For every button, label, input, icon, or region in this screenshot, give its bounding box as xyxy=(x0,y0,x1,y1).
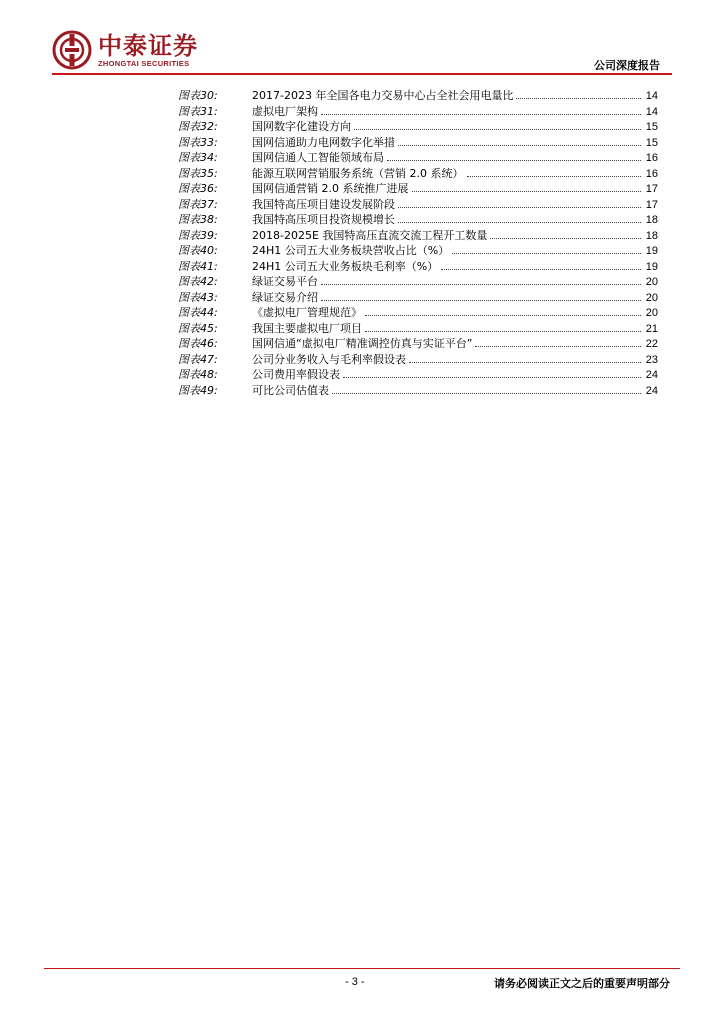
toc-entry-page: 18 xyxy=(645,229,658,242)
toc-entry[interactable] xyxy=(178,274,658,290)
toc-entry-page: 17 xyxy=(645,183,658,195)
figure-table-of-contents xyxy=(178,88,658,398)
toc-entry-title: 公司费用率假设表 xyxy=(252,368,340,381)
toc-dot-leader xyxy=(365,315,641,316)
toc-entry[interactable] xyxy=(178,150,658,166)
toc-entry[interactable] xyxy=(178,181,658,197)
toc-entry-label: 图表32: xyxy=(178,120,218,133)
toc-dot-leader xyxy=(452,253,641,254)
toc-entry[interactable] xyxy=(178,352,658,368)
toc-entry-label: 图表40: xyxy=(178,244,218,257)
toc-entry-page: 15 xyxy=(645,136,658,149)
toc-dot-leader xyxy=(516,98,641,99)
toc-entry-title: 国网信通营销 2.0 系统推广进展 xyxy=(252,182,409,195)
toc-dot-leader xyxy=(332,393,641,394)
toc-entry[interactable] xyxy=(178,212,658,228)
toc-entry-title: 国网信通助力电网数字化举措 xyxy=(252,135,395,149)
toc-entry-label: 图表38: xyxy=(178,213,218,226)
toc-entry-label: 图表49: xyxy=(178,383,218,397)
toc-dot-leader xyxy=(475,346,641,347)
toc-entry-page: 20 xyxy=(645,307,658,319)
toc-dot-leader xyxy=(321,114,641,115)
toc-dot-leader xyxy=(398,145,641,146)
toc-entry-title: 我国主要虚拟电厂项目 xyxy=(252,321,362,335)
toc-entry[interactable] xyxy=(178,383,658,399)
toc-entry-label: 图表41: xyxy=(178,259,218,273)
toc-entry-page: 19 xyxy=(645,260,658,273)
toc-entry[interactable] xyxy=(178,135,658,151)
toc-entry-label: 图表47: xyxy=(178,352,218,366)
toc-entry-title: 24H1 公司五大业务板块营收占比（%） xyxy=(252,244,450,257)
toc-entry-title: 绿证交易平台 xyxy=(252,275,318,288)
toc-entry-page: 22 xyxy=(645,338,658,350)
toc-dot-leader xyxy=(490,238,641,239)
toc-entry-label: 图表30: xyxy=(178,89,218,102)
toc-entry-title: 2017-2023 年全国各电力交易中心占全社会用电量比 xyxy=(252,89,514,102)
toc-entry-label: 图表39: xyxy=(178,228,218,242)
toc-entry-label: 图表35: xyxy=(178,166,218,180)
toc-entry-page: 20 xyxy=(645,276,658,288)
logo-chinese-name: 中泰证券 xyxy=(98,31,198,60)
toc-entry-label: 图表42: xyxy=(178,275,218,288)
toc-entry[interactable] xyxy=(178,367,658,383)
toc-entry[interactable] xyxy=(178,104,658,120)
toc-entry-label: 图表48: xyxy=(178,368,218,381)
toc-entry-label: 图表46: xyxy=(178,337,218,350)
toc-entry-title: 我国特高压项目投资规模增长 xyxy=(252,213,395,226)
toc-dot-leader xyxy=(467,176,642,177)
toc-entry-page: 18 xyxy=(645,214,658,226)
toc-dot-leader xyxy=(354,129,641,130)
toc-entry-page: 21 xyxy=(645,322,658,335)
toc-dot-leader xyxy=(409,362,641,363)
toc-entry-label: 图表31: xyxy=(178,104,218,118)
toc-entry-page: 20 xyxy=(645,291,658,304)
toc-entry-page: 16 xyxy=(645,167,658,180)
toc-dot-leader xyxy=(321,300,641,301)
toc-entry-title: 国网信通“虚拟电厂精准调控仿真与实证平台” xyxy=(252,337,473,350)
toc-entry-title: 绿证交易介绍 xyxy=(252,290,318,304)
toc-entry-page: 16 xyxy=(645,152,658,164)
toc-entry[interactable] xyxy=(178,259,658,275)
toc-entry-page: 24 xyxy=(645,384,658,397)
toc-entry-page: 24 xyxy=(645,369,658,381)
toc-entry-page: 15 xyxy=(645,121,658,133)
report-type-label: 公司深度报告 xyxy=(594,59,660,72)
toc-entry-label: 图表33: xyxy=(178,135,218,149)
toc-entry[interactable] xyxy=(178,228,658,244)
toc-entry[interactable] xyxy=(178,305,658,321)
toc-entry-page: 14 xyxy=(645,105,658,118)
toc-entry-title: 国网信通人工智能领域布局 xyxy=(252,151,384,164)
toc-entry-label: 图表36: xyxy=(178,182,218,195)
footer-divider xyxy=(44,968,680,969)
toc-entry[interactable] xyxy=(178,197,658,213)
toc-entry[interactable] xyxy=(178,243,658,259)
toc-entry[interactable] xyxy=(178,119,658,135)
toc-entry-label: 图表44: xyxy=(178,306,218,319)
toc-dot-leader xyxy=(398,222,641,223)
toc-dot-leader xyxy=(321,284,641,285)
toc-entry[interactable] xyxy=(178,290,658,306)
company-logo xyxy=(52,30,198,70)
toc-entry-label: 图表34: xyxy=(178,151,218,164)
toc-entry[interactable] xyxy=(178,88,658,104)
disclaimer-text: 请务必阅读正文之后的重要声明部分 xyxy=(494,977,670,990)
toc-entry-title: 虚拟电厂架构 xyxy=(252,104,318,118)
toc-entry-title: 能源互联网营销服务系统（营销 2.0 系统） xyxy=(252,166,464,180)
header-divider xyxy=(52,73,672,75)
toc-entry-title: 2018-2025E 我国特高压直流交流工程开工数量 xyxy=(252,228,488,242)
toc-entry-title: 我国特高压项目建设发展阶段 xyxy=(252,197,395,211)
toc-entry-label: 图表45: xyxy=(178,321,218,335)
logo-english-name: ZHONGTAI SECURITIES xyxy=(98,58,190,68)
toc-entry-label: 图表43: xyxy=(178,290,218,304)
toc-dot-leader xyxy=(365,331,641,332)
toc-entry-page: 19 xyxy=(645,245,658,257)
toc-dot-leader xyxy=(398,207,641,208)
toc-entry-title: 《虚拟电厂管理规范》 xyxy=(252,306,362,319)
toc-entry-title: 国网数字化建设方向 xyxy=(252,120,351,133)
toc-entry-page: 14 xyxy=(645,90,658,102)
toc-dot-leader xyxy=(387,160,641,161)
toc-dot-leader xyxy=(343,377,641,378)
toc-entry[interactable] xyxy=(178,321,658,337)
toc-entry-page: 23 xyxy=(645,353,658,366)
toc-dot-leader xyxy=(412,191,642,192)
toc-entry-title: 公司分业务收入与毛利率假设表 xyxy=(252,352,406,366)
zhongtai-logo-icon xyxy=(52,30,92,70)
toc-entry-label: 图表37: xyxy=(178,197,218,211)
toc-entry-title: 24H1 公司五大业务板块毛利率（%） xyxy=(252,259,439,273)
toc-entry-title: 可比公司估值表 xyxy=(252,383,329,397)
toc-entry[interactable] xyxy=(178,336,658,352)
toc-dot-leader xyxy=(441,269,641,270)
toc-entry-page: 17 xyxy=(645,198,658,211)
toc-entry[interactable] xyxy=(178,166,658,182)
page-number: - 3 - xyxy=(345,976,365,988)
